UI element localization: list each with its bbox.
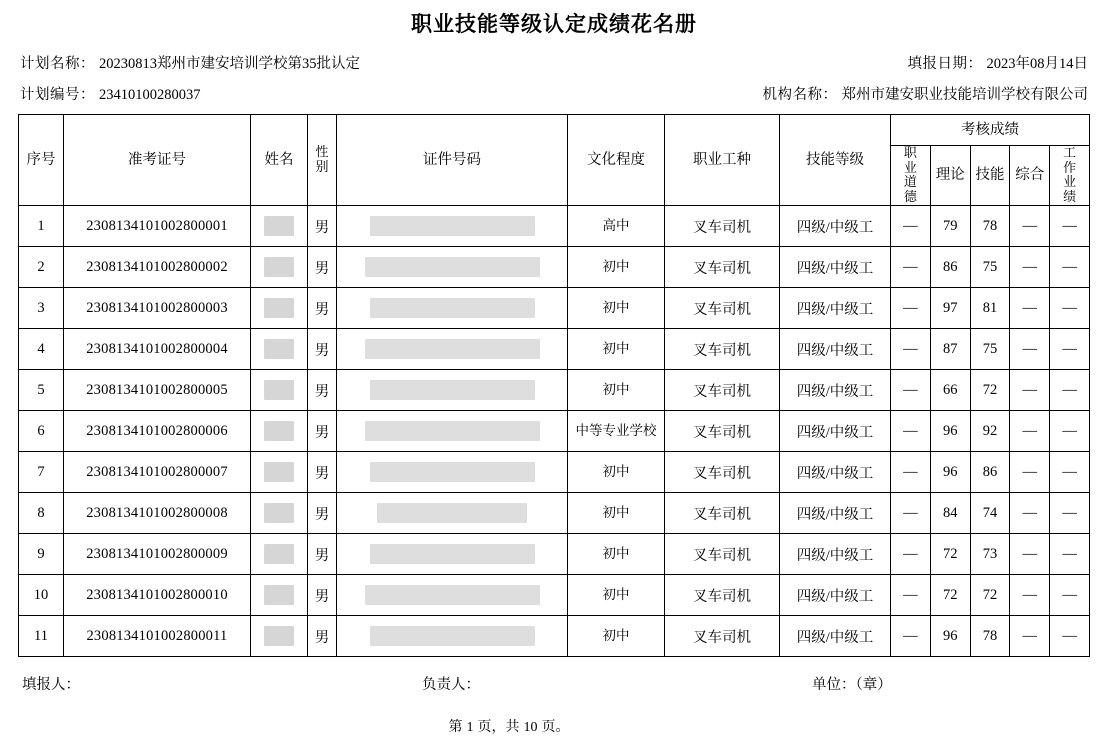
cell-name <box>251 452 308 493</box>
plan-name-value: 20230813郑州市建安培训学校第35批认定 <box>99 56 360 72</box>
cell-seq: 6 <box>19 411 64 452</box>
cell-sex: 男 <box>308 206 337 247</box>
cell-id-number <box>337 493 568 534</box>
cell-score-comprehensive: — <box>1010 575 1050 616</box>
meta-row-org <box>18 83 1090 104</box>
cell-score-performance: — <box>1050 616 1090 657</box>
cell-score-theory: 97 <box>930 288 970 329</box>
header-name: 姓名 <box>251 115 308 206</box>
manager-label: 负责人： <box>422 677 480 694</box>
cell-name <box>251 206 308 247</box>
cell-score-theory: 96 <box>930 616 970 657</box>
cell-ticket: 2308134101002800004 <box>64 329 251 370</box>
cell-level: 四级/中级工 <box>780 575 891 616</box>
fill-date <box>908 52 1089 73</box>
page-prefix: 第 <box>448 720 463 736</box>
reporter-label: 填报人： <box>22 677 80 694</box>
cell-level: 四级/中级工 <box>780 452 891 493</box>
header-sex <box>308 115 337 206</box>
redacted-id-number <box>365 257 540 277</box>
table-row <box>19 288 1090 329</box>
cell-score-ethics: — <box>891 575 931 616</box>
cell-sex: 男 <box>308 534 337 575</box>
table-row <box>19 575 1090 616</box>
table-row <box>19 616 1090 657</box>
organization-value: 郑州市建安职业技能培训学校有限公司 <box>841 87 1088 103</box>
redacted-id-number <box>377 503 527 523</box>
cell-score-performance: — <box>1050 411 1090 452</box>
cell-ticket: 2308134101002800001 <box>64 206 251 247</box>
cell-score-comprehensive: — <box>1010 452 1050 493</box>
redacted-id-number <box>370 626 535 646</box>
cell-score-ethics: — <box>891 493 931 534</box>
cell-score-ethics: — <box>891 616 931 657</box>
cell-score-theory: 79 <box>930 206 970 247</box>
cell-score-comprehensive: — <box>1010 370 1050 411</box>
header-score-performance <box>1050 146 1090 206</box>
cell-score-theory: 86 <box>930 247 970 288</box>
redacted-name <box>264 585 294 605</box>
cell-seq: 7 <box>19 452 64 493</box>
cell-level: 四级/中级工 <box>780 616 891 657</box>
header-seq: 序号 <box>19 115 64 206</box>
cell-level: 四级/中级工 <box>780 206 891 247</box>
cell-job: 叉车司机 <box>665 452 780 493</box>
cell-name <box>251 534 308 575</box>
table-row <box>19 411 1090 452</box>
document-page <box>0 8 1108 751</box>
cell-seq: 5 <box>19 370 64 411</box>
cell-id-number <box>337 452 568 493</box>
redacted-id-number <box>365 585 540 605</box>
cell-score-theory: 84 <box>930 493 970 534</box>
cell-education <box>568 452 665 493</box>
header-level: 技能等级 <box>780 115 891 206</box>
cell-education-text: 初中 <box>602 381 630 397</box>
cell-job: 叉车司机 <box>665 206 780 247</box>
redacted-name <box>264 216 294 236</box>
cell-sex: 男 <box>308 329 337 370</box>
redacted-id-number <box>370 462 535 482</box>
cell-score-ethics: — <box>891 452 931 493</box>
unit-seal-label: 单位：（章） <box>812 677 892 694</box>
cell-score-comprehensive: — <box>1010 616 1050 657</box>
cell-id-number <box>337 247 568 288</box>
table-row <box>19 370 1090 411</box>
header-score-comprehensive: 综合 <box>1010 146 1050 206</box>
cell-name <box>251 370 308 411</box>
cell-seq: 1 <box>19 206 64 247</box>
plan-name <box>20 52 360 73</box>
cell-score-comprehensive: — <box>1010 534 1050 575</box>
plan-number <box>20 83 201 104</box>
redacted-name <box>264 626 294 646</box>
header-ticket: 准考证号 <box>64 115 251 206</box>
cell-score-ethics: — <box>891 329 931 370</box>
cell-ticket: 2308134101002800005 <box>64 370 251 411</box>
cell-score-performance: — <box>1050 493 1090 534</box>
cell-score-performance: — <box>1050 206 1090 247</box>
cell-education-text: 初中 <box>602 340 630 356</box>
cell-education <box>568 247 665 288</box>
header-score-ethics-label: 职业道德 <box>903 145 917 204</box>
page-mid: 页，共 <box>477 720 520 736</box>
header-score-performance-label: 工作业绩 <box>1063 145 1077 204</box>
redacted-id-number <box>365 421 540 441</box>
cell-score-skill: 75 <box>970 247 1010 288</box>
cell-seq: 8 <box>19 493 64 534</box>
cell-education-text: 中等专业学校 <box>575 422 657 438</box>
cell-score-performance: — <box>1050 370 1090 411</box>
cell-score-theory: 66 <box>930 370 970 411</box>
cell-score-comprehensive: — <box>1010 493 1050 534</box>
table-row <box>19 452 1090 493</box>
redacted-name <box>264 544 294 564</box>
page-number <box>18 716 1090 736</box>
cell-education-text: 初中 <box>602 299 630 315</box>
cell-job: 叉车司机 <box>665 288 780 329</box>
meta-row-plan <box>18 52 1090 73</box>
cell-ticket: 2308134101002800006 <box>64 411 251 452</box>
cell-score-performance: — <box>1050 452 1090 493</box>
header-scores-group: 考核成绩 <box>891 115 1090 146</box>
cell-name <box>251 575 308 616</box>
cell-education <box>568 493 665 534</box>
redacted-id-number <box>365 339 540 359</box>
redacted-name <box>264 462 294 482</box>
cell-ticket: 2308134101002800009 <box>64 534 251 575</box>
cell-level: 四级/中级工 <box>780 411 891 452</box>
cell-education-text: 初中 <box>602 463 630 479</box>
cell-seq: 2 <box>19 247 64 288</box>
cell-name <box>251 411 308 452</box>
cell-score-skill: 72 <box>970 370 1010 411</box>
cell-score-ethics: — <box>891 370 931 411</box>
cell-ticket: 2308134101002800007 <box>64 452 251 493</box>
cell-score-performance: — <box>1050 288 1090 329</box>
cell-level: 四级/中级工 <box>780 493 891 534</box>
cell-education <box>568 575 665 616</box>
plan-number-value: 23410100280037 <box>99 87 201 103</box>
cell-education-text: 初中 <box>602 258 630 274</box>
cell-name <box>251 329 308 370</box>
cell-score-performance: — <box>1050 329 1090 370</box>
plan-name-label: 计划名称： <box>20 56 95 72</box>
cell-score-ethics: — <box>891 288 931 329</box>
table-row <box>19 206 1090 247</box>
cell-name <box>251 493 308 534</box>
cell-sex: 男 <box>308 411 337 452</box>
cell-level: 四级/中级工 <box>780 329 891 370</box>
cell-name <box>251 247 308 288</box>
table-row <box>19 493 1090 534</box>
cell-sex: 男 <box>308 288 337 329</box>
redacted-id-number <box>370 380 535 400</box>
cell-name <box>251 616 308 657</box>
cell-id-number <box>337 411 568 452</box>
page-total: 10 <box>523 720 538 736</box>
cell-name <box>251 288 308 329</box>
cell-seq: 11 <box>19 616 64 657</box>
cell-job: 叉车司机 <box>665 493 780 534</box>
table-row <box>19 247 1090 288</box>
cell-level: 四级/中级工 <box>780 370 891 411</box>
cell-score-theory: 87 <box>930 329 970 370</box>
redacted-name <box>264 298 294 318</box>
cell-id-number <box>337 288 568 329</box>
cell-sex: 男 <box>308 452 337 493</box>
cell-score-performance: — <box>1050 247 1090 288</box>
cell-score-comprehensive: — <box>1010 411 1050 452</box>
organization-label: 机构名称： <box>762 87 838 103</box>
cell-seq: 4 <box>19 329 64 370</box>
cell-sex: 男 <box>308 616 337 657</box>
cell-id-number <box>337 206 568 247</box>
cell-score-theory: 72 <box>930 534 970 575</box>
cell-score-skill: 78 <box>970 206 1010 247</box>
cell-score-skill: 75 <box>970 329 1010 370</box>
cell-score-comprehensive: — <box>1010 206 1050 247</box>
redacted-name <box>264 380 294 400</box>
cell-education-text: 初中 <box>602 545 630 561</box>
header-education: 文化程度 <box>568 115 665 206</box>
cell-seq: 9 <box>19 534 64 575</box>
cell-score-skill: 73 <box>970 534 1010 575</box>
cell-id-number <box>337 370 568 411</box>
roster-table-body <box>19 206 1090 657</box>
cell-ticket: 2308134101002800010 <box>64 575 251 616</box>
page-title: 职业技能等级认定成绩花名册 <box>411 13 697 36</box>
cell-level: 四级/中级工 <box>780 534 891 575</box>
header-score-theory: 理论 <box>930 146 970 206</box>
cell-sex: 男 <box>308 247 337 288</box>
cell-score-performance: — <box>1050 575 1090 616</box>
fill-date-label: 填报日期： <box>907 56 983 72</box>
cell-education-text: 初中 <box>602 627 630 643</box>
roster-table <box>18 114 1090 657</box>
cell-id-number <box>337 534 568 575</box>
cell-job: 叉车司机 <box>665 616 780 657</box>
header-score-ethics <box>891 146 931 206</box>
cell-job: 叉车司机 <box>665 534 780 575</box>
organization <box>763 83 1089 104</box>
cell-id-number <box>337 616 568 657</box>
cell-education <box>568 206 665 247</box>
cell-score-skill: 92 <box>970 411 1010 452</box>
cell-education <box>568 370 665 411</box>
header-score-skill: 技能 <box>970 146 1010 206</box>
table-row <box>19 329 1090 370</box>
cell-score-comprehensive: — <box>1010 247 1050 288</box>
cell-job: 叉车司机 <box>665 329 780 370</box>
cell-level: 四级/中级工 <box>780 247 891 288</box>
cell-education <box>568 616 665 657</box>
cell-score-ethics: — <box>891 534 931 575</box>
cell-score-skill: 86 <box>970 452 1010 493</box>
cell-id-number <box>337 575 568 616</box>
cell-score-ethics: — <box>891 247 931 288</box>
cell-job: 叉车司机 <box>665 411 780 452</box>
roster-table-head <box>19 115 1090 206</box>
cell-job: 叉车司机 <box>665 370 780 411</box>
cell-score-theory: 96 <box>930 452 970 493</box>
cell-seq: 10 <box>19 575 64 616</box>
cell-level: 四级/中级工 <box>780 288 891 329</box>
plan-number-label: 计划编号： <box>20 87 95 103</box>
cell-score-ethics: — <box>891 411 931 452</box>
cell-sex: 男 <box>308 493 337 534</box>
redacted-name <box>264 339 294 359</box>
cell-score-skill: 74 <box>970 493 1010 534</box>
cell-sex: 男 <box>308 370 337 411</box>
redacted-name <box>264 421 294 441</box>
cell-ticket: 2308134101002800011 <box>64 616 251 657</box>
cell-sex: 男 <box>308 575 337 616</box>
cell-job: 叉车司机 <box>665 575 780 616</box>
cell-education <box>568 411 665 452</box>
cell-education <box>568 534 665 575</box>
cell-score-theory: 72 <box>930 575 970 616</box>
cell-education-text: 高中 <box>602 217 630 233</box>
redacted-name <box>264 503 294 523</box>
redacted-id-number <box>370 544 535 564</box>
cell-score-skill: 72 <box>970 575 1010 616</box>
signature-row <box>18 673 1090 694</box>
redacted-name <box>264 257 294 277</box>
page-current: 1 <box>466 720 474 736</box>
cell-ticket: 2308134101002800008 <box>64 493 251 534</box>
cell-education <box>568 288 665 329</box>
cell-education-text: 初中 <box>602 504 630 520</box>
cell-score-theory: 96 <box>930 411 970 452</box>
header-job: 职业工种 <box>665 115 780 206</box>
cell-id-number <box>337 329 568 370</box>
redacted-id-number <box>370 216 535 236</box>
fill-date-value: 2023年08月14日 <box>986 56 1088 72</box>
cell-ticket: 2308134101002800002 <box>64 247 251 288</box>
redacted-id-number <box>370 298 535 318</box>
cell-job: 叉车司机 <box>665 247 780 288</box>
cell-score-skill: 78 <box>970 616 1010 657</box>
cell-score-comprehensive: — <box>1010 288 1050 329</box>
cell-education <box>568 329 665 370</box>
cell-score-performance: — <box>1050 534 1090 575</box>
cell-score-skill: 81 <box>970 288 1010 329</box>
cell-seq: 3 <box>19 288 64 329</box>
header-id-number: 证件号码 <box>337 115 568 206</box>
cell-score-ethics: — <box>891 206 931 247</box>
cell-score-comprehensive: — <box>1010 329 1050 370</box>
table-row <box>19 534 1090 575</box>
cell-education-text: 初中 <box>602 586 630 602</box>
header-sex-label: 性别 <box>315 144 329 174</box>
header-row-1 <box>19 115 1090 146</box>
page-suffix: 页。 <box>541 720 570 736</box>
cell-ticket: 2308134101002800003 <box>64 288 251 329</box>
